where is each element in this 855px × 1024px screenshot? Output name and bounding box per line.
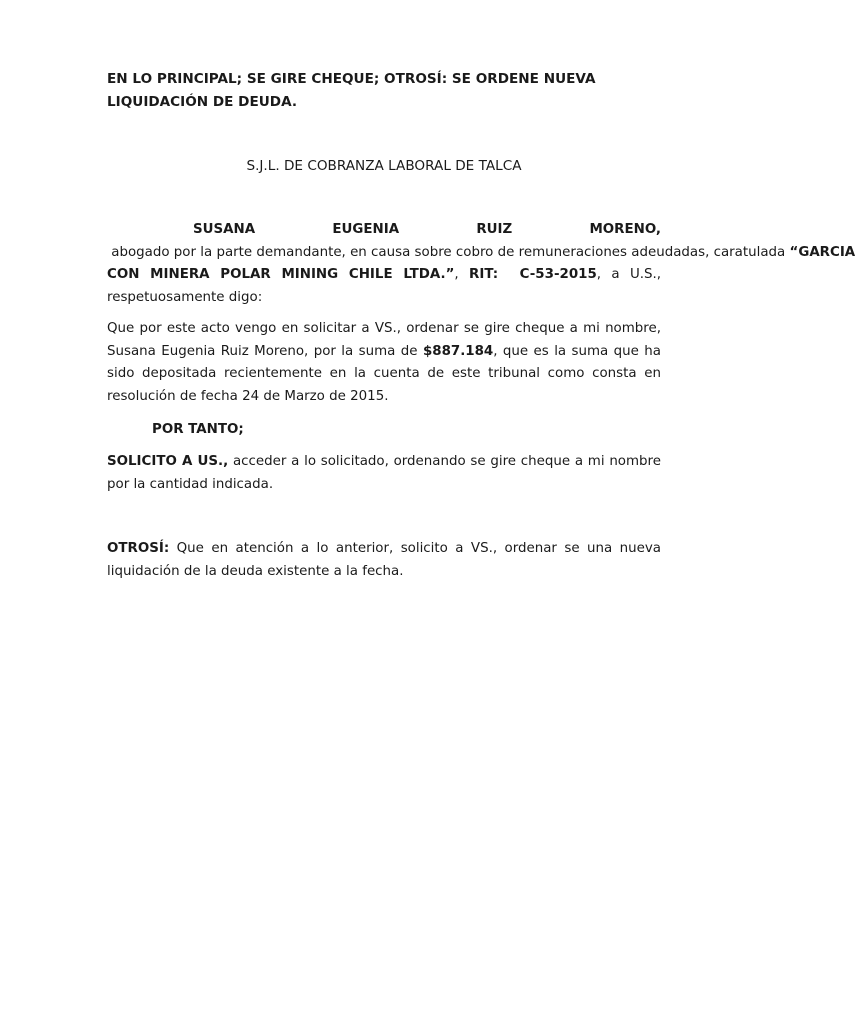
por-tanto-heading: POR TANTO; xyxy=(152,422,244,437)
intro-text-2: , xyxy=(454,267,470,282)
court-addressee: S.J.L. DE COBRANZA LABORAL DE TALCA xyxy=(246,158,522,174)
request-text-2: , que es la suma que ha sido depositada recientemente en la cuenta de este tribunal como consta en resolución de fecha 24 de Marzo de 2015. xyxy=(107,343,661,404)
intro-text-1: abogado por la parte demandante, en causa sobre cobro de remuneraciones adeudadas, caratulada xyxy=(107,244,790,260)
amount: $887.184 xyxy=(422,343,494,359)
otrosi-lead: OTROSÍ: xyxy=(107,541,170,556)
request-text-1: Que por este acto vengo en solicitar a VS., ordenar se gire cheque a mi nombre, Susana Eugenia Ruiz Moreno, por la suma de xyxy=(107,321,661,359)
intro-text-3: , a U.S., respetuosamente digo: xyxy=(107,267,662,305)
solicito-lead: SOLICITO A US., xyxy=(107,454,229,469)
otrosi-paragraph xyxy=(107,538,661,583)
otrosi-text: Que en atención a lo anterior, solicito a VS., ordenar se una nueva liquidación de la deuda existente a la fecha. xyxy=(107,541,661,579)
lawyer-name: SUSANA EUGENIA RUIZ MORENO, xyxy=(193,222,661,237)
document-heading xyxy=(107,68,661,114)
solicito-paragraph xyxy=(107,451,661,496)
solicito-text: acceder a lo solicitado, ordenando se gire cheque a mi nombre por la cantidad indicada. xyxy=(107,454,661,492)
heading-line-2: LIQUIDACIÓN DE DEUDA. xyxy=(107,94,298,110)
case-title: “GARCIA CON MINERA POLAR MINING CHILE LTDA.” xyxy=(107,244,855,282)
request-paragraph xyxy=(107,318,661,408)
case-rit: RIT: C-53-2015 xyxy=(469,267,597,282)
intro-paragraph xyxy=(107,219,855,309)
heading-line-1: EN LO PRINCIPAL; SE GIRE CHEQUE; OTROSÍ: SE ORDENE NUEVA xyxy=(107,71,596,87)
